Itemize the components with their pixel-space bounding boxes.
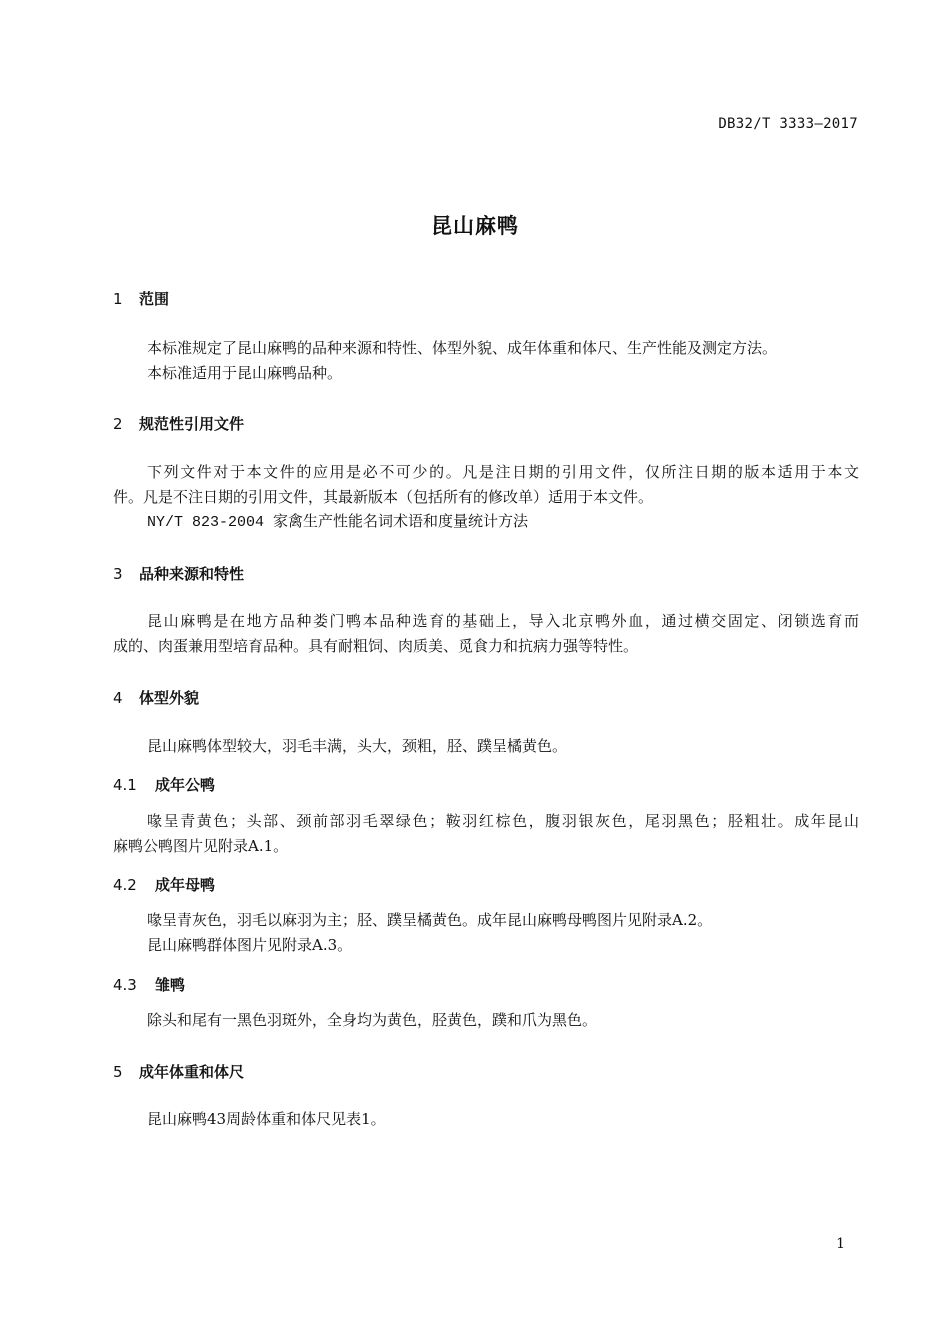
- section-number: 2: [113, 415, 123, 433]
- section-title: 成年体重和体尺: [139, 1063, 245, 1081]
- paragraph-line: 喙呈青灰色，羽毛以麻羽为主；胫、蹼呈橘黄色。成年昆山麻鸭母鸭图片见附录A.2。: [147, 911, 713, 929]
- section-title: 规范性引用文件: [139, 415, 245, 433]
- subsection-heading-adult-drake: [113, 774, 215, 795]
- section-title: 成年公鸭: [155, 776, 216, 794]
- section-title: 品种来源和特性: [139, 565, 245, 583]
- section-number: 4.3: [113, 976, 137, 994]
- section-title: 范围: [139, 290, 170, 308]
- paragraph-line: 本标准规定了昆山麻鸭的品种来源和特性、体型外貌、成年体重和体尺、生产性能及测定方法。: [147, 339, 778, 357]
- section-heading-scope: [113, 288, 169, 309]
- section-number: 5: [113, 1063, 123, 1081]
- paragraph-line: 昆山麻鸭群体图片见附录A.3。: [147, 936, 353, 954]
- paragraph-line: 件。凡是不注日期的引用文件，其最新版本（包括所有的修改单）适用于本文件。: [113, 488, 654, 506]
- page-number: 1: [836, 1236, 845, 1252]
- section-title: 体型外貌: [139, 689, 200, 707]
- section-number: 1: [113, 290, 123, 308]
- section-body-scope: [113, 336, 859, 386]
- subsection-body-ducklings: [113, 1008, 859, 1033]
- section-number: 4.1: [113, 776, 137, 794]
- section-heading-normative-references: [113, 413, 244, 434]
- paragraph-line: 成的、肉蛋兼用型培育品种。具有耐粗饲、肉质美、觅食力和抗病力强等特性。: [113, 637, 639, 655]
- section-title: 雏鸭: [155, 976, 186, 994]
- section-heading-appearance: [113, 687, 199, 708]
- section-body-origin: [113, 609, 859, 659]
- subsection-heading-ducklings: [113, 974, 185, 995]
- paragraph-line: 喙呈青黄色；头部、颈前部羽毛翠绿色；鞍羽红棕色，腹羽银灰色，尾羽黑色；胫粗壮。成年昆山: [147, 812, 859, 830]
- section-heading-body-weight: [113, 1061, 244, 1082]
- section-heading-origin: [113, 563, 244, 584]
- paragraph-line: 昆山麻鸭43周龄体重和体尺见表1。: [147, 1110, 386, 1128]
- section-body-appearance: [113, 734, 859, 759]
- section-title: 成年母鸭: [155, 876, 216, 894]
- subsection-heading-adult-duck: [113, 874, 215, 895]
- reference-item: NY/T 823-2004 家禽生产性能名词术语和度量统计方法: [147, 514, 529, 531]
- subsection-body-adult-drake: [113, 809, 859, 859]
- section-body-body-weight: [113, 1107, 859, 1132]
- section-number: 4: [113, 689, 123, 707]
- section-number: 3: [113, 565, 123, 583]
- paragraph-line: 麻鸭公鸭图片见附录A.1。: [113, 837, 289, 855]
- paragraph-line: 昆山麻鸭是在地方品种娄门鸭本品种选育的基础上，导入北京鸭外血，通过横交固定、闭锁选育而: [147, 612, 859, 630]
- paragraph-line: 下列文件对于本文件的应用是必不可少的。凡是注日期的引用文件，仅所注日期的版本适用于本文: [147, 463, 859, 481]
- standard-number: DB32/T 3333—2017: [718, 116, 858, 132]
- subsection-body-adult-duck: [113, 908, 859, 958]
- paragraph-line: 昆山麻鸭体型较大，羽毛丰满，头大，颈粗，胫、蹼呈橘黄色。: [147, 737, 568, 755]
- paragraph-line: 除头和尾有一黑色羽斑外，全身均为黄色，胫黄色，蹼和爪为黑色。: [147, 1011, 598, 1029]
- document-title: 昆山麻鸭: [431, 214, 519, 238]
- section-body-normative-references: [113, 460, 859, 535]
- section-number: 4.2: [113, 876, 137, 894]
- paragraph-line: 本标准适用于昆山麻鸭品种。: [147, 364, 343, 382]
